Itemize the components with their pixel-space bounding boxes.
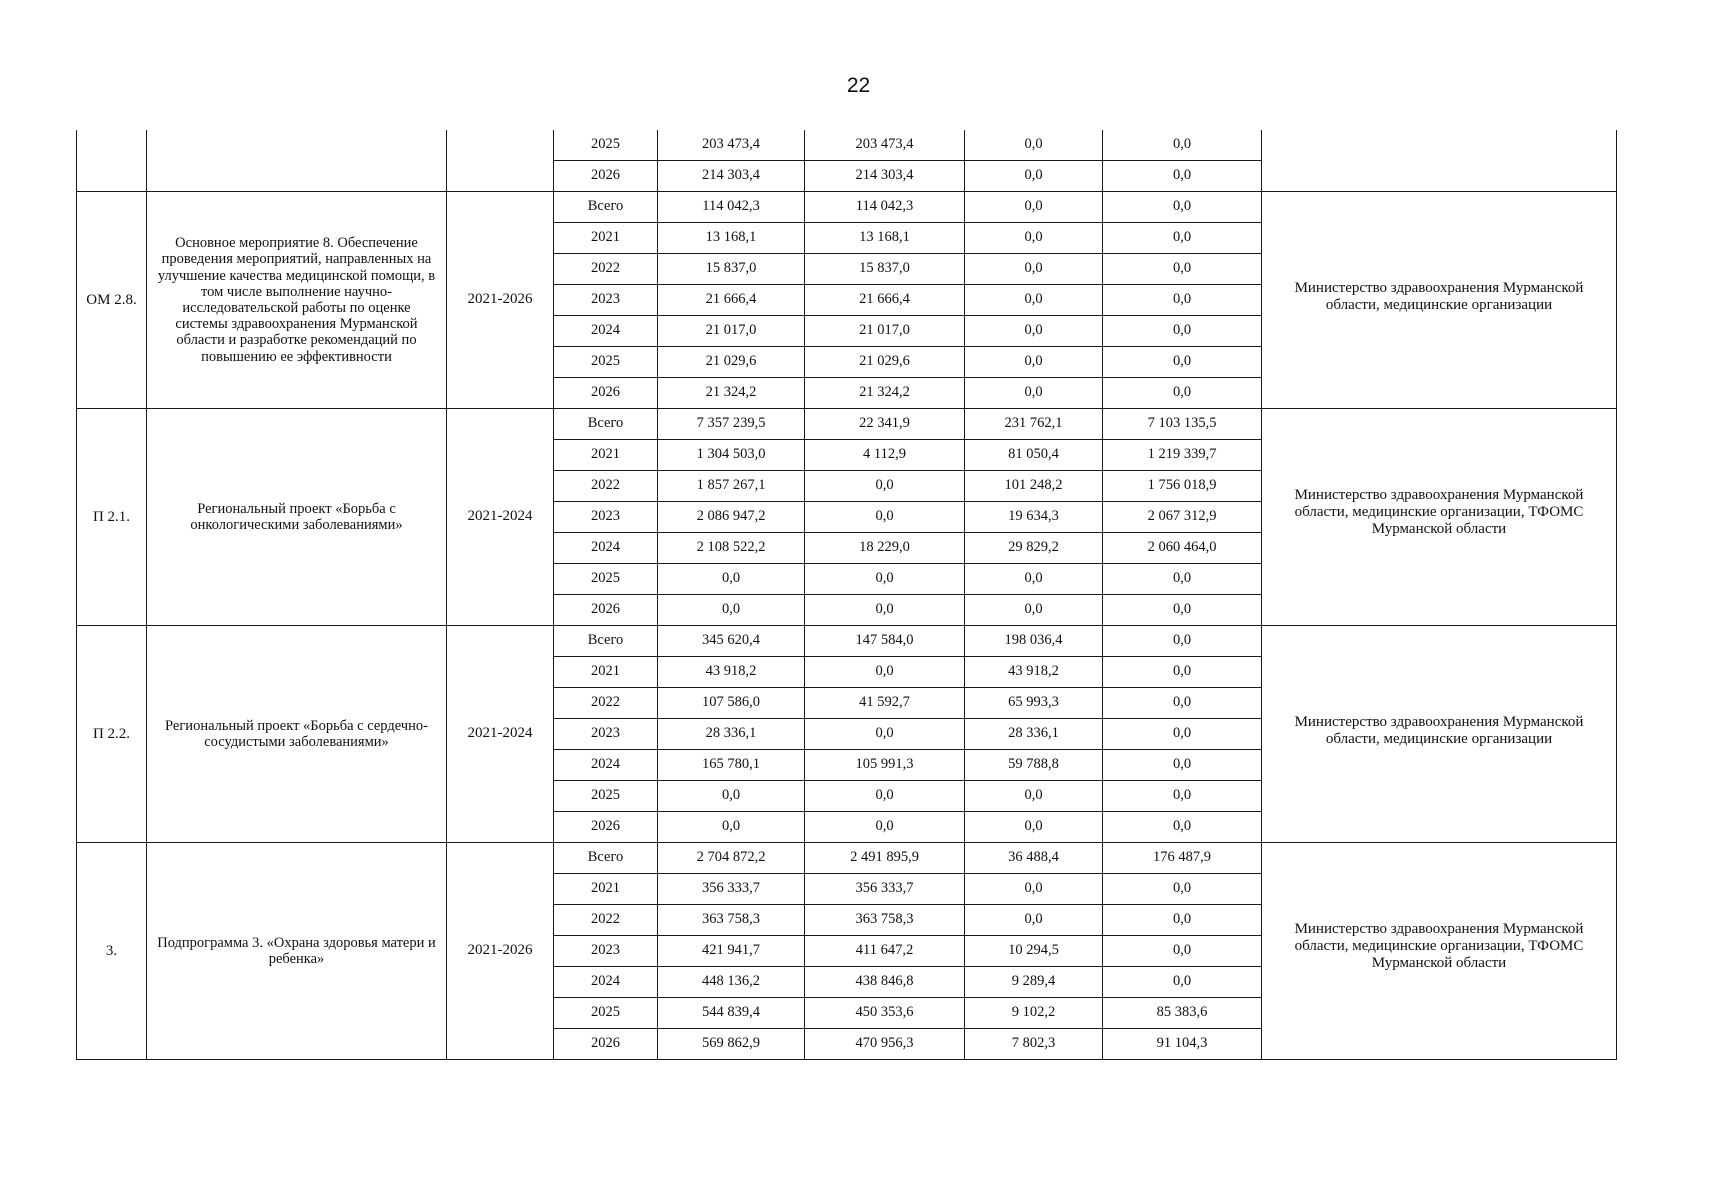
funding-cell-1: 0,0 (805, 719, 965, 750)
total-cell: 0,0 (658, 781, 805, 812)
funding-cell-1: 214 303,4 (805, 161, 965, 192)
year-cell: 2023 (554, 285, 658, 316)
responsible-text: Министерство здравоохранения Мурманской области, медицинские организации, ТФОМС Мурманской области (1294, 487, 1584, 537)
total-cell: 7 357 239,5 (658, 409, 805, 440)
table-row (77, 409, 1617, 440)
total-cell: 2 108 522,2 (658, 533, 805, 564)
table-row (77, 192, 1617, 223)
total-cell: 107 586,0 (658, 688, 805, 719)
year-cell: 2023 (554, 502, 658, 533)
total-cell: 13 168,1 (658, 223, 805, 254)
year-cell: 2022 (554, 688, 658, 719)
funding-cell-2: 0,0 (965, 161, 1103, 192)
funding-cell-1: 0,0 (805, 657, 965, 688)
total-cell: 2 704 872,2 (658, 843, 805, 874)
year-cell: 2022 (554, 471, 658, 502)
responsible-text: Министерство здравоохранения Мурманской области, медицинские организации (1294, 714, 1584, 747)
total-cell: 21 029,6 (658, 347, 805, 378)
year-cell: 2021 (554, 223, 658, 254)
item-title-cell: Региональный проект «Борьба с онкологическими заболеваниями» (147, 409, 447, 626)
table-row (77, 843, 1617, 874)
table-row (77, 130, 1617, 161)
funding-cell-3: 0,0 (1103, 967, 1262, 998)
funding-cell-3: 0,0 (1103, 719, 1262, 750)
table-row (77, 626, 1617, 657)
responsible-cell (1262, 192, 1617, 409)
funding-cell-2: 43 918,2 (965, 657, 1103, 688)
total-cell: 28 336,1 (658, 719, 805, 750)
funding-cell-3: 0,0 (1103, 192, 1262, 223)
year-cell: Всего (554, 192, 658, 223)
funding-cell-2: 0,0 (965, 378, 1103, 409)
funding-cell-3: 0,0 (1103, 223, 1262, 254)
year-cell: 2022 (554, 254, 658, 285)
year-cell: 2023 (554, 719, 658, 750)
funding-cell-1: 0,0 (805, 781, 965, 812)
funding-cell-1: 0,0 (805, 812, 965, 843)
item-title-cell: Основное мероприятие 8. Обеспечение проведения мероприятий, направленных на улучшение качества медицинской помощи, в том числе выполнение научно-исследовательской работы по оценке системы здравоохранения Мурманской области и разработке рекомендаций по повышению ее эффективности (147, 192, 447, 409)
funding-cell-2: 0,0 (965, 347, 1103, 378)
year-cell: 2021 (554, 874, 658, 905)
total-cell: 356 333,7 (658, 874, 805, 905)
funding-cell-3: 0,0 (1103, 130, 1262, 161)
funding-cell-2: 28 336,1 (965, 719, 1103, 750)
funding-cell-2: 0,0 (965, 130, 1103, 161)
responsible-cell (1262, 130, 1617, 192)
responsible-cell (1262, 626, 1617, 843)
funding-cell-1: 4 112,9 (805, 440, 965, 471)
item-title-cell: Подпрограмма 3. «Охрана здоровья матери и ребенка» (147, 843, 447, 1060)
funding-cell-2: 65 993,3 (965, 688, 1103, 719)
item-code-cell: 3. (77, 843, 147, 1060)
funding-cell-2: 0,0 (965, 874, 1103, 905)
total-cell: 0,0 (658, 812, 805, 843)
funding-cell-2: 0,0 (965, 781, 1103, 812)
funding-cell-3: 0,0 (1103, 688, 1262, 719)
funding-cell-2: 0,0 (965, 254, 1103, 285)
funding-cell-1: 0,0 (805, 595, 965, 626)
year-cell: 2026 (554, 812, 658, 843)
funding-cell-3: 0,0 (1103, 564, 1262, 595)
total-cell: 363 758,3 (658, 905, 805, 936)
funding-cell-1: 21 324,2 (805, 378, 965, 409)
year-cell: 2024 (554, 316, 658, 347)
total-cell: 21 017,0 (658, 316, 805, 347)
year-cell: 2025 (554, 130, 658, 161)
funding-cell-1: 114 042,3 (805, 192, 965, 223)
funding-cell-2: 9 102,2 (965, 998, 1103, 1029)
funding-cell-3: 0,0 (1103, 347, 1262, 378)
funding-cell-2: 0,0 (965, 905, 1103, 936)
year-cell: 2023 (554, 936, 658, 967)
funding-cell-3: 0,0 (1103, 874, 1262, 905)
funding-cell-3: 0,0 (1103, 936, 1262, 967)
funding-cell-3: 176 487,9 (1103, 843, 1262, 874)
total-cell: 114 042,3 (658, 192, 805, 223)
funding-cell-2: 0,0 (965, 564, 1103, 595)
funding-cell-2: 36 488,4 (965, 843, 1103, 874)
funding-cell-1: 147 584,0 (805, 626, 965, 657)
funding-cell-1: 21 666,4 (805, 285, 965, 316)
year-cell: Всего (554, 409, 658, 440)
item-code-cell (77, 130, 147, 192)
funding-cell-2: 0,0 (965, 595, 1103, 626)
funding-cell-2: 231 762,1 (965, 409, 1103, 440)
funding-cell-1: 0,0 (805, 502, 965, 533)
funding-cell-1: 363 758,3 (805, 905, 965, 936)
total-cell: 569 862,9 (658, 1029, 805, 1060)
total-cell: 1 857 267,1 (658, 471, 805, 502)
funding-cell-3: 0,0 (1103, 316, 1262, 347)
item-period-cell: 2021-2024 (447, 409, 554, 626)
total-cell: 421 941,7 (658, 936, 805, 967)
funding-cell-3: 0,0 (1103, 812, 1262, 843)
total-cell: 448 136,2 (658, 967, 805, 998)
year-cell: 2024 (554, 967, 658, 998)
total-cell: 21 324,2 (658, 378, 805, 409)
funding-cell-3: 0,0 (1103, 750, 1262, 781)
item-period-cell: 2021-2026 (447, 192, 554, 409)
funding-cell-3: 2 060 464,0 (1103, 533, 1262, 564)
funding-cell-2: 7 802,3 (965, 1029, 1103, 1060)
year-cell: 2022 (554, 905, 658, 936)
year-cell: 2026 (554, 161, 658, 192)
page-number: 22 (846, 74, 871, 97)
total-cell: 15 837,0 (658, 254, 805, 285)
funding-cell-3: 85 383,6 (1103, 998, 1262, 1029)
funding-table (76, 130, 1617, 1060)
total-cell: 2 086 947,2 (658, 502, 805, 533)
funding-cell-1: 105 991,3 (805, 750, 965, 781)
funding-cell-1: 0,0 (805, 471, 965, 502)
item-title-cell (147, 130, 447, 192)
funding-cell-1: 22 341,9 (805, 409, 965, 440)
year-cell: 2026 (554, 378, 658, 409)
funding-cell-3: 91 104,3 (1103, 1029, 1262, 1060)
total-cell: 544 839,4 (658, 998, 805, 1029)
funding-cell-2: 19 634,3 (965, 502, 1103, 533)
total-cell: 345 620,4 (658, 626, 805, 657)
funding-cell-3: 0,0 (1103, 254, 1262, 285)
funding-cell-1: 15 837,0 (805, 254, 965, 285)
funding-cell-1: 21 017,0 (805, 316, 965, 347)
funding-cell-3: 0,0 (1103, 626, 1262, 657)
funding-cell-2: 198 036,4 (965, 626, 1103, 657)
funding-cell-1: 18 229,0 (805, 533, 965, 564)
funding-cell-1: 203 473,4 (805, 130, 965, 161)
total-cell: 203 473,4 (658, 130, 805, 161)
total-cell: 0,0 (658, 595, 805, 626)
year-cell: Всего (554, 843, 658, 874)
year-cell: 2025 (554, 564, 658, 595)
funding-cell-1: 356 333,7 (805, 874, 965, 905)
funding-cell-3: 1 219 339,7 (1103, 440, 1262, 471)
responsible-text: Министерство здравоохранения Мурманской области, медицинские организации, ТФОМС Мурманской области (1294, 921, 1584, 971)
funding-cell-3: 0,0 (1103, 378, 1262, 409)
funding-cell-2: 10 294,5 (965, 936, 1103, 967)
funding-cell-1: 41 592,7 (805, 688, 965, 719)
total-cell: 43 918,2 (658, 657, 805, 688)
funding-cell-2: 81 050,4 (965, 440, 1103, 471)
total-cell: 165 780,1 (658, 750, 805, 781)
funding-cell-1: 470 956,3 (805, 1029, 965, 1060)
funding-cell-3: 0,0 (1103, 595, 1262, 626)
year-cell: 2024 (554, 533, 658, 564)
item-period-cell (447, 130, 554, 192)
funding-cell-1: 450 353,6 (805, 998, 965, 1029)
total-cell: 0,0 (658, 564, 805, 595)
item-code-cell: ОМ 2.8. (77, 192, 147, 409)
table-body (77, 130, 1617, 1060)
item-period-cell: 2021-2026 (447, 843, 554, 1060)
funding-cell-2: 0,0 (965, 812, 1103, 843)
funding-cell-1: 0,0 (805, 564, 965, 595)
year-cell: 2025 (554, 347, 658, 378)
funding-cell-3: 2 067 312,9 (1103, 502, 1262, 533)
funding-cell-2: 9 289,4 (965, 967, 1103, 998)
funding-cell-3: 0,0 (1103, 657, 1262, 688)
funding-cell-1: 411 647,2 (805, 936, 965, 967)
year-cell: 2024 (554, 750, 658, 781)
year-cell: 2021 (554, 440, 658, 471)
year-cell: 2026 (554, 1029, 658, 1060)
funding-cell-3: 0,0 (1103, 161, 1262, 192)
funding-cell-1: 13 168,1 (805, 223, 965, 254)
item-period-cell: 2021-2024 (447, 626, 554, 843)
responsible-text: Министерство здравоохранения Мурманской области, медицинские организации (1294, 280, 1584, 313)
funding-cell-2: 59 788,8 (965, 750, 1103, 781)
funding-cell-2: 29 829,2 (965, 533, 1103, 564)
year-cell: Всего (554, 626, 658, 657)
funding-cell-2: 0,0 (965, 285, 1103, 316)
item-code-cell: П 2.2. (77, 626, 147, 843)
funding-cell-2: 0,0 (965, 316, 1103, 347)
funding-cell-1: 438 846,8 (805, 967, 965, 998)
total-cell: 214 303,4 (658, 161, 805, 192)
funding-cell-1: 21 029,6 (805, 347, 965, 378)
funding-cell-3: 7 103 135,5 (1103, 409, 1262, 440)
total-cell: 1 304 503,0 (658, 440, 805, 471)
total-cell: 21 666,4 (658, 285, 805, 316)
year-cell: 2025 (554, 998, 658, 1029)
item-code-cell: П 2.1. (77, 409, 147, 626)
responsible-cell (1262, 409, 1617, 626)
year-cell: 2021 (554, 657, 658, 688)
year-cell: 2026 (554, 595, 658, 626)
funding-cell-2: 0,0 (965, 223, 1103, 254)
funding-cell-3: 0,0 (1103, 781, 1262, 812)
funding-cell-3: 0,0 (1103, 905, 1262, 936)
funding-cell-3: 1 756 018,9 (1103, 471, 1262, 502)
year-cell: 2025 (554, 781, 658, 812)
funding-cell-2: 101 248,2 (965, 471, 1103, 502)
item-title-cell: Региональный проект «Борьба с сердечно-сосудистыми заболеваниями» (147, 626, 447, 843)
funding-cell-2: 0,0 (965, 192, 1103, 223)
funding-cell-1: 2 491 895,9 (805, 843, 965, 874)
funding-cell-3: 0,0 (1103, 285, 1262, 316)
responsible-cell (1262, 843, 1617, 1060)
